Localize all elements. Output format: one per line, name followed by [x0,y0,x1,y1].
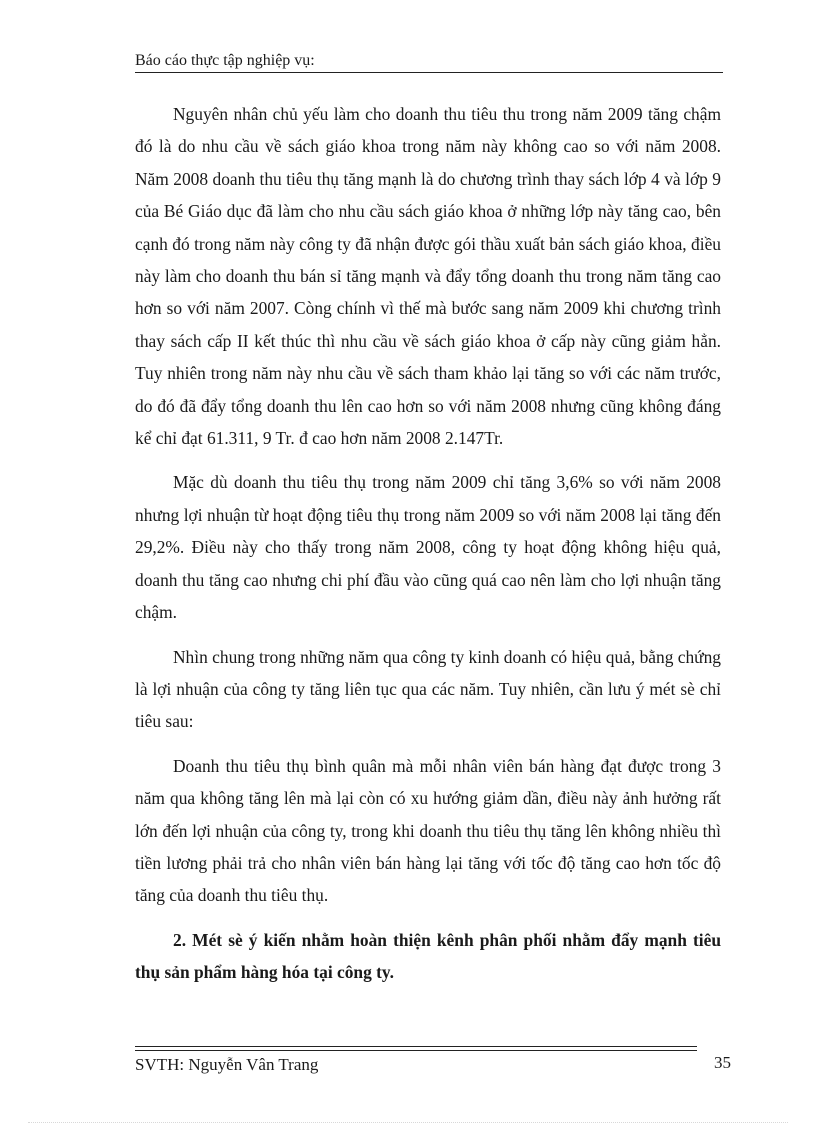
section-heading: 2. Mét sè ý kiến nhằm hoàn thiện kênh phân phối nhằm đẩy mạnh tiêu thụ sản phẩm hàng hóa tại công ty. [135,929,721,983]
footer-divider [135,1046,697,1051]
document-body [135,98,721,1001]
paragraph-profit-growth: Mặc dù doanh thu tiêu thụ trong năm 2009 chỉ tăng 3,6% so với năm 2008 nhưng lợi nhuận từ hoạt động tiêu thụ trong năm 2009 so với năm 2008 lại tăng đến 29,2%. Điều này cho thấy trong năm 2008, công ty hoạt động không hiệu quả, doanh thu tăng cao nhưng chi phí đầu vào cũng quá cao nên làm cho lợi nhuận tăng chậm. [135,472,721,623]
footer-author: SVTH: Nguyễn Vân Trang [135,1055,319,1074]
paragraph-sales-per-employee: Doanh thu tiêu thụ bình quân mà mỗi nhân viên bán hàng đạt được trong 3 năm qua không tăng lên mà lại còn có xu hướng giảm dần, điều này ảnh hưởng rất lớn đến lợi nhuận của công ty, trong khi doanh thu tiêu thụ tăng lên không nhiều thì tiền lương phải trả cho nhân viên bán hàng lại tăng với tốc độ tăng cao hơn tốc độ tăng của doanh thu tiêu thụ. [135,755,721,906]
page-number: 35 [714,1053,731,1072]
paragraph-revenue-causes: Nguyên nhân chủ yếu làm cho doanh thu tiêu thu trong năm 2009 tăng chậm đó là do nhu cầu về sách giáo khoa trong năm này không cao so với năm 2008. Năm 2008 doanh thu tiêu thụ tăng mạnh là do chương trình thay sách lớp 4 và lớp 9 của Bé Giáo dục đã làm cho nhu cầu sách giáo khoa ở những lớp này tăng cao, bên cạnh đó trong năm này công ty đã nhận được gói thầu xuất bản sách giáo khoa, điều này làm cho doanh thu bán sỉ tăng mạnh và đẩy tổng doanh thu trong năm tăng cao hơn so với năm 2007. Còng chính vì thế mà bước sang năm 2009 khi chương trình thay sách cấp II kết thúc thì nhu cầu về sách giáo khoa ở cấp này cũng giảm hẳn. Tuy nhiên trong năm này nhu cầu về sách tham khảo lại tăng so với các năm trước, do đó đã đẩy tổng doanh thu lên cao hơn so với năm 2008 nhưng cũng không đáng kể chỉ đạt 61.311, 9 Tr. đ cao hơn năm 2008 2.147Tr. [135,104,721,449]
running-header: Báo cáo thực tập nghiệp vụ: [135,52,315,69]
paragraph-overall-assessment: Nhìn chung trong những năm qua công ty kinh doanh có hiệu quả, bằng chứng là lợi nhuận của công ty tăng liên tục qua các năm. Tuy nhiên, cần lưu ý mét sè chỉ tiêu sau: [135,646,721,732]
header-divider [135,72,723,73]
